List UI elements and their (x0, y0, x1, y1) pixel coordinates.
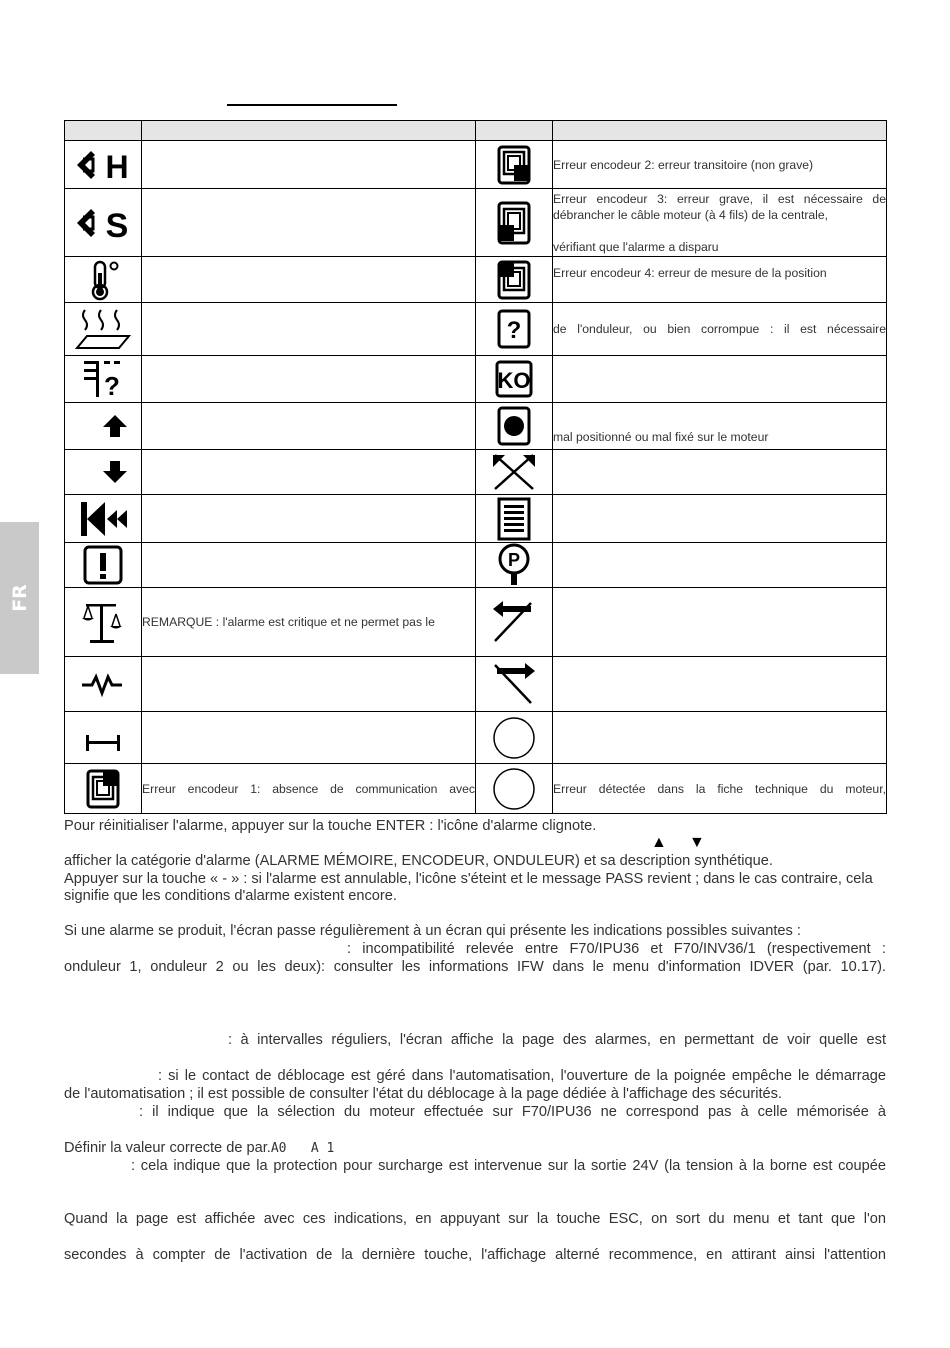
icon-cell (65, 764, 142, 814)
arrow-s-icon (73, 201, 133, 245)
icon-cell (65, 657, 142, 712)
icon-cell (476, 543, 553, 588)
encoder-4-icon (496, 260, 532, 300)
icon-cell (476, 141, 553, 189)
table-row (65, 657, 887, 712)
right-description (553, 450, 887, 495)
language-tab-label: FR (8, 584, 31, 612)
icon-cell (476, 450, 553, 495)
limit-close-icon (489, 659, 539, 709)
paragraph-incompat-a: : incompatibilité relevée entre F70/IPU36 et F70/INV36/1 (respectivement : (347, 941, 886, 957)
right-description (553, 588, 887, 657)
table-row (65, 588, 887, 657)
icon-cell (65, 543, 142, 588)
icon-cell (65, 303, 142, 356)
left-description (142, 543, 476, 588)
table-row (65, 543, 887, 588)
icon-cell (65, 712, 142, 764)
table-row (65, 403, 887, 450)
limit-open-icon (489, 597, 539, 647)
icon-cell (476, 495, 553, 543)
table-row (65, 141, 887, 189)
paragraph-incompat-b: onduleur 1, onduleur 2 ou les deux): consulter les informations IFW dans le menu d'information IDVER (par. 10.17). (64, 959, 886, 975)
right-description (553, 712, 887, 764)
list-document-icon (496, 497, 532, 541)
left-description: REMARQUE : l'alarme est critique et ne permet pas le (142, 588, 476, 657)
svg-text:H: H (105, 148, 129, 185)
left-description (142, 403, 476, 450)
icon-cell (65, 403, 142, 450)
paragraph-esc: Quand la page est affichée avec ces indications, en appuyant sur la touche ESC, on sort du menu et tant que l'on (64, 1211, 886, 1227)
arrow-up-icon: ▲ (651, 834, 667, 851)
icon-cell (476, 356, 553, 403)
left-description (142, 141, 476, 189)
right-description (553, 543, 887, 588)
encoder-2-icon (496, 145, 532, 185)
circle-icon (490, 766, 538, 812)
svg-text:P: P (507, 550, 521, 570)
paragraph-cancel: Appuyer sur la touche « - » : si l'alarme est annulable, l'icône s'éteint et le message PASS revient ; dans le cas contraire, cela signifie que les conditions d'alarme existent encore. (64, 871, 873, 904)
thermometer-icon (83, 259, 123, 301)
icon-cell (65, 450, 142, 495)
paragraph-intervals: : à intervalles réguliers, l'écran affiche la page des alarmes, en permettant de voir quelle est (228, 1032, 886, 1048)
paragraph-reset: Pour réinitialiser l'alarme, appuyer sur la touche ENTER : l'icône d'alarme clignote. (64, 818, 597, 834)
left-description (142, 712, 476, 764)
svg-text:KO: KO (497, 368, 531, 393)
left-description (142, 495, 476, 543)
icon-cell (65, 257, 142, 303)
param-code-a0: A0 (270, 1141, 287, 1156)
svg-text:?: ? (506, 317, 522, 344)
rewind-to-start-icon (75, 499, 131, 539)
ko-box-icon (494, 359, 534, 399)
icon-cell (65, 495, 142, 543)
waveform-icon (78, 669, 128, 699)
table-header-row (65, 121, 887, 141)
paragraph-motor-select: : il indique que la sélection du moteur effectuée sur F70/IPU36 ne correspond pas à celle mémorisée à (139, 1104, 886, 1120)
icon-cell (476, 588, 553, 657)
arrow-down-icon: ▼ (689, 834, 705, 851)
balance-scale-icon (78, 596, 128, 648)
right-description: Erreur encodeur 3: erreur grave, il est nécessaire de débrancher le câble moteur (à 4 fils) de la centrale, vérifiant que l'alarme a disparu (553, 189, 887, 257)
right-description (553, 356, 887, 403)
parking-pin-icon (494, 543, 534, 587)
table-row (65, 303, 887, 356)
language-tab (0, 522, 39, 674)
encoder-1-icon (85, 769, 121, 809)
table-row (65, 712, 887, 764)
sensor-dot-icon (496, 406, 532, 446)
header-cell (553, 121, 887, 141)
header-cell (65, 121, 142, 141)
circle-icon (490, 715, 538, 761)
right-description: Erreur encodeur 2: erreur transitoire (non grave) (553, 141, 887, 189)
icon-cell (476, 764, 553, 814)
icon-cell (476, 257, 553, 303)
table-row (65, 356, 887, 403)
right-description (553, 495, 887, 543)
paragraph-seconds: secondes à compter de l'activation de la dernière touche, l'affichage alterné recommence, en attirant ainsi l'attention (64, 1247, 886, 1263)
svg-text:S: S (105, 206, 129, 245)
right-description: Erreur encodeur 4: erreur de mesure de la position (553, 257, 887, 303)
table-row (65, 257, 887, 303)
header-cell (476, 121, 553, 141)
icon-cell (476, 712, 553, 764)
icon-cell (65, 189, 142, 257)
table-row (65, 189, 887, 257)
icon-cell (65, 356, 142, 403)
encoder-3-icon (496, 201, 532, 245)
paragraph-category: afficher la catégorie d'alarme (ALARME MÉMOIRE, ENCODEUR, ONDULEUR) et sa description synthétique. (64, 853, 773, 869)
left-description (142, 189, 476, 257)
icon-cell (476, 189, 553, 257)
header-cell (142, 121, 476, 141)
table-row (65, 450, 887, 495)
icon-cell (65, 141, 142, 189)
heated-surface-icon (73, 306, 133, 352)
paragraph-overload: : cela indique que la protection pour surcharge est intervenue sur la sortie 24V (la tension à la borne est coupée (131, 1158, 886, 1174)
stroke-length-icon (78, 727, 128, 757)
icon-cell (476, 303, 553, 356)
right-description: Erreur détectée dans la fiche technique du moteur, (553, 764, 887, 814)
param-code-a1: A 1 (310, 1141, 335, 1156)
right-description: de l'onduleur, ou bien corrompue : il est nécessaire (553, 303, 887, 356)
crossed-arrows-icon (491, 452, 537, 492)
paragraph-define-value (64, 1140, 886, 1157)
arrow-h-icon (73, 145, 133, 185)
left-description (142, 450, 476, 495)
table-row (65, 764, 887, 814)
paragraph-release-b: de l'automatisation ; il est possible de consulter l'état du déblocage à la page dédiée à l'affichage des sécurités. (64, 1086, 782, 1102)
question-box-icon (496, 308, 532, 350)
unknown-config-icon (78, 357, 128, 401)
paragraph-alarm-screen: Si une alarme se produit, l'écran passe régulièrement à un écran qui présente les indications possibles suivantes : (64, 923, 801, 939)
left-description (142, 257, 476, 303)
icon-cell (476, 657, 553, 712)
table-row (65, 495, 887, 543)
icon-cell (65, 588, 142, 657)
define-value-text: Définir la valeur correcte de par. (64, 1140, 271, 1156)
alarm-table (64, 120, 887, 814)
left-description: Erreur encodeur 1: absence de communication avec (142, 764, 476, 814)
paragraph-release-a: : si le contact de déblocage est géré dans l'automatisation, l'ouverture de la poignée empêche le démarrage (158, 1068, 886, 1084)
right-description (553, 657, 887, 712)
left-description (142, 657, 476, 712)
svg-text:?: ? (104, 371, 120, 401)
arrow-up-icon (78, 411, 128, 441)
warning-exclamation-icon (81, 544, 125, 586)
left-description (142, 356, 476, 403)
arrow-down-icon (78, 457, 128, 487)
heading-underline (227, 104, 397, 106)
icon-cell (476, 403, 553, 450)
left-description (142, 303, 476, 356)
right-description: mal positionné ou mal fixé sur le moteur (553, 403, 887, 450)
